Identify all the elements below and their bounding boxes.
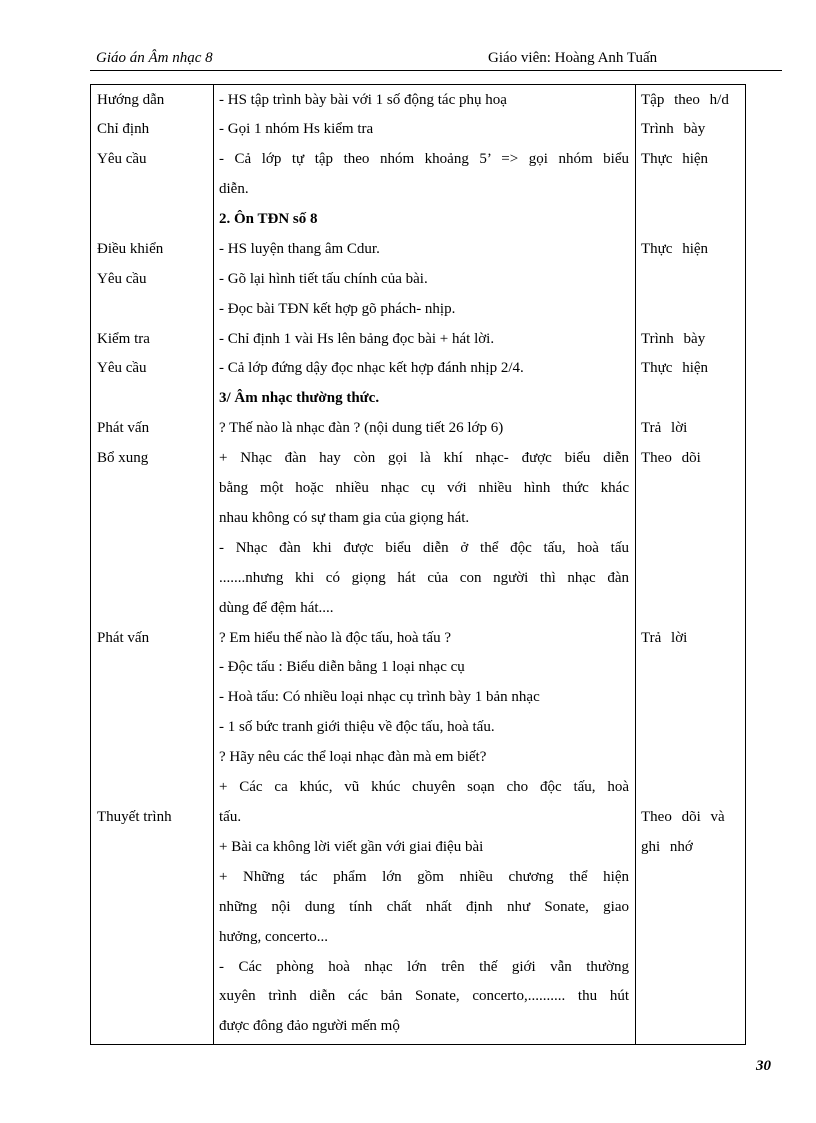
table-cell: Thực hiện — [641, 360, 709, 376]
table-cell: - HS tập trình bày bài với 1 số động tác phụ hoạ — [219, 92, 507, 108]
table-cell: được đông đảo người mến mộ — [219, 1018, 400, 1034]
table-cell: Theo dõi và — [641, 809, 725, 825]
table-cell: Yêu cầu — [97, 360, 147, 376]
header-title: Giáo án Âm nhạc 8 — [96, 50, 213, 66]
column-divider — [635, 85, 636, 1044]
table-cell: Yêu cầu — [97, 271, 147, 287]
table-cell: Trình bày — [641, 331, 706, 347]
table-cell: + Nhạc đàn hay còn gọi là khí nhạc- được biểu diễn — [219, 450, 629, 466]
table-cell: Yêu cầu — [97, 151, 147, 167]
table-cell: - Độc tấu : Biểu diễn bằng 1 loại nhạc cụ — [219, 659, 465, 675]
student-activity-column — [641, 85, 741, 1044]
header-teacher: Giáo viên: Hoàng Anh Tuấn — [488, 50, 658, 66]
table-cell: + Các ca khúc, vũ khúc chuyên soạn cho độc tấu, hoà — [219, 779, 629, 795]
table-cell: Thuyết trình — [97, 809, 172, 825]
table-cell: Trả lời — [641, 630, 688, 646]
table-cell: - Cả lớp đứng dậy đọc nhạc kết hợp đánh nhịp 2/4. — [219, 360, 524, 376]
table-cell: những nội dung tính chất nhất định như Sonate, giao — [219, 899, 629, 915]
table-cell: Theo dõi — [641, 450, 701, 466]
table-cell: nhau không có sự tham gia của giọng hát. — [219, 510, 470, 526]
table-cell: Thực hiện — [641, 151, 709, 167]
table-cell: Kiểm tra — [97, 331, 150, 347]
section-heading: 2. Ôn TĐN số 8 — [219, 211, 318, 227]
page-header — [90, 48, 782, 71]
table-cell: + Những tác phẩm lớn gồm nhiều chương thể hiện — [219, 869, 629, 885]
table-cell: - Chỉ định 1 vài Hs lên bảng đọc bài + hát lời. — [219, 331, 495, 347]
table-cell: dùng để đệm hát.... — [219, 600, 334, 616]
section-heading: 3/ Âm nhạc thường thức. — [219, 390, 380, 406]
table-cell: - Đọc bài TĐN kết hợp gõ phách- nhịp. — [219, 301, 456, 317]
content-column — [219, 85, 629, 1044]
table-cell: hưởng, concerto... — [219, 929, 328, 945]
table-cell: bằng một hoặc nhiều nhạc cụ với nhiều hình thức khác — [219, 480, 629, 496]
table-cell: Trình bày — [641, 121, 706, 137]
table-cell: - Hoà tấu: Có nhiều loại nhạc cụ trình bày 1 bản nhạc — [219, 689, 540, 705]
column-divider — [213, 85, 214, 1044]
table-cell: ghi nhớ — [641, 839, 693, 855]
table-cell: ? Hãy nêu các thể loại nhạc đàn mà em biết? — [219, 749, 487, 765]
table-cell: - Các phòng hoà nhạc lớn trên thế giới vẫn thường — [219, 959, 629, 975]
teacher-activity-column — [97, 85, 207, 1044]
table-cell: xuyên trình diễn các bản Sonate, concerto,.......... thu hút — [219, 988, 629, 1004]
table-cell: ? Em hiểu thế nào là độc tấu, hoà tấu ? — [219, 630, 451, 646]
table-cell: - Gọi 1 nhóm Hs kiểm tra — [219, 121, 374, 137]
table-cell: tấu. — [219, 809, 242, 825]
table-cell: - Nhạc đàn khi được biểu diễn ở thể độc tấu, hoà tấu — [219, 540, 629, 556]
table-cell: Điều khiển — [97, 241, 164, 257]
page-number: 30 — [756, 1058, 771, 1074]
table-cell: ? Thế nào là nhạc đàn ? (nội dung tiết 26 lớp 6) — [219, 420, 504, 436]
table-cell: - 1 số bức tranh giới thiệu về độc tấu, hoà tấu. — [219, 719, 495, 735]
table-cell: .......nhưng khi có giọng hát của con người thì nhạc đàn — [219, 570, 629, 586]
table-cell: Chỉ định — [97, 121, 150, 137]
table-cell: Bổ xung — [97, 450, 149, 466]
lesson-table — [90, 84, 746, 1045]
table-cell: Tập theo h/d — [641, 92, 729, 108]
table-cell: Phát vấn — [97, 420, 150, 436]
table-cell: - Gõ lại hình tiết tấu chính của bài. — [219, 271, 428, 287]
table-cell: diễn. — [219, 181, 249, 197]
table-cell: Hướng dẫn — [97, 92, 165, 108]
table-cell: + Bài ca không lời viết gần với giai điệu bài — [219, 839, 484, 855]
table-cell: Phát vấn — [97, 630, 150, 646]
table-cell: Thực hiện — [641, 241, 709, 257]
table-cell: Trả lời — [641, 420, 688, 436]
table-cell: - HS luyện thang âm Cdur. — [219, 241, 380, 257]
table-cell: - Cả lớp tự tập theo nhóm khoảng 5’ => gọi nhóm biểu — [219, 151, 629, 167]
